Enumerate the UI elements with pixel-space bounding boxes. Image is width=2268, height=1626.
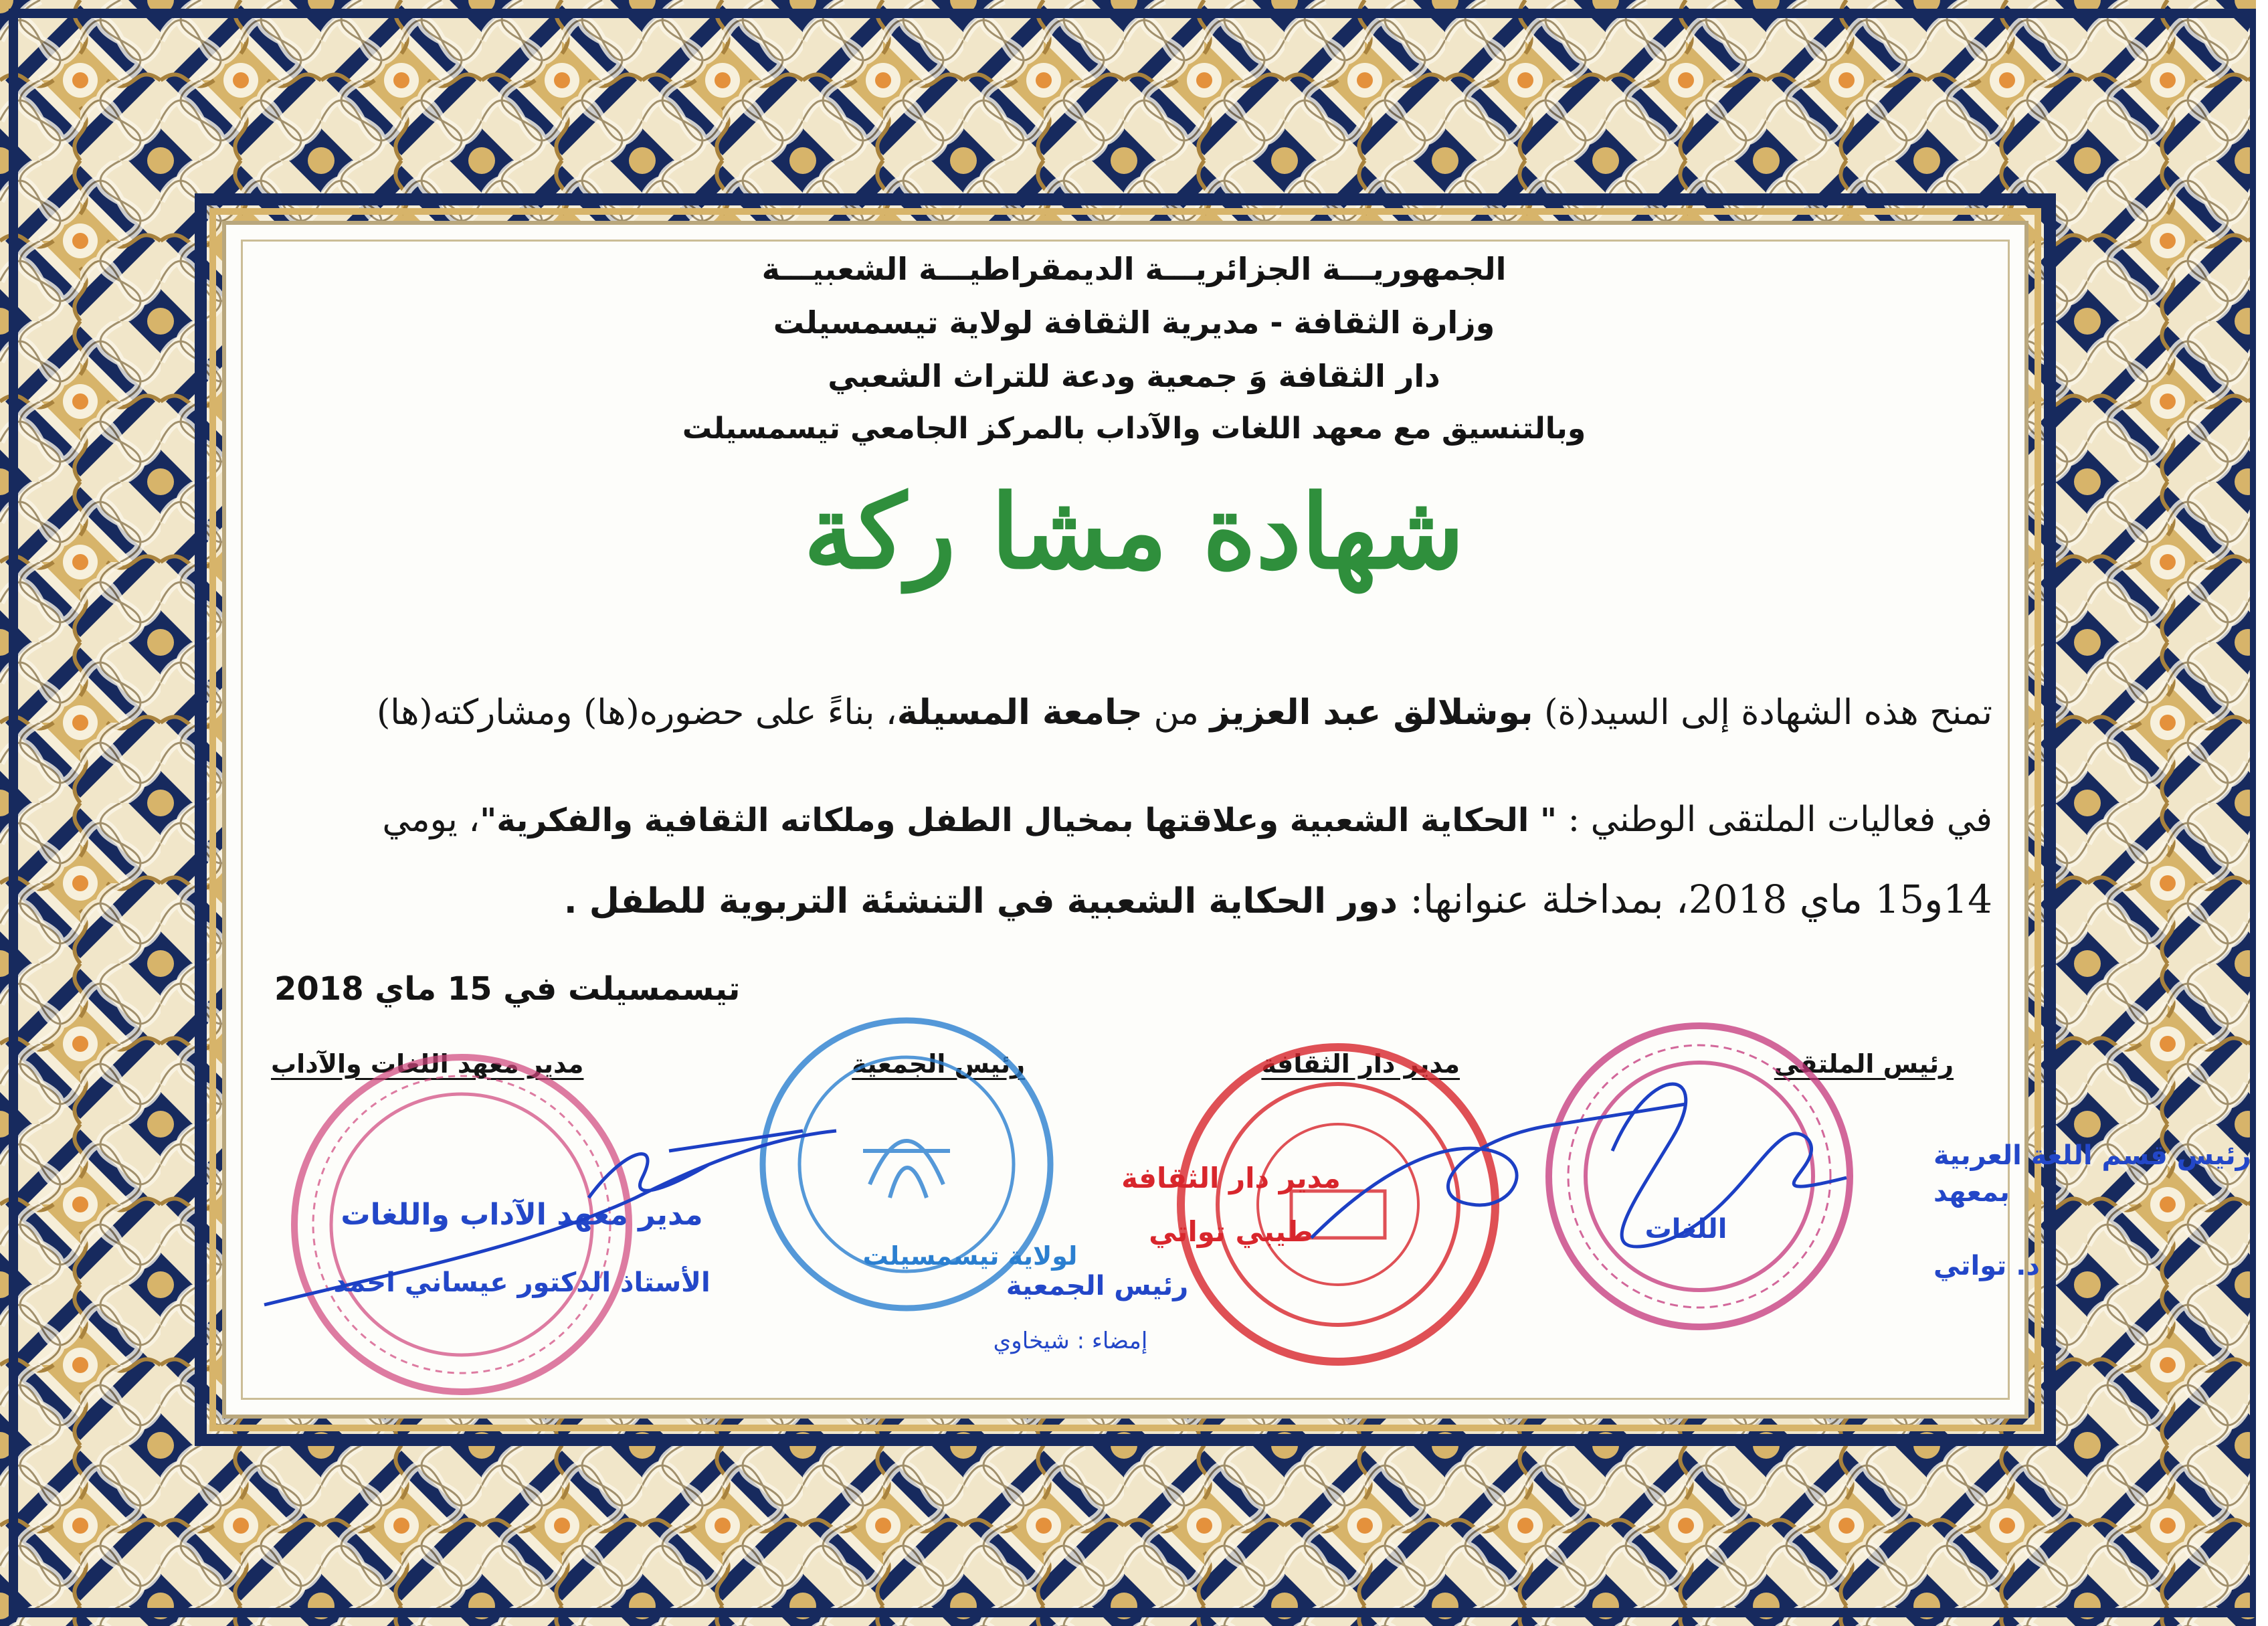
signatory-institute-director: مدير معهد اللغات والآداب	[271, 1049, 584, 1079]
body-line-1-text-b: من	[1153, 693, 1199, 733]
culture-stamp-line-2: طيبي تواتي	[1149, 1215, 1313, 1248]
body-line-1-text-a: تمنح هذه الشهادة إلى السيد(ة)	[1544, 693, 1992, 733]
header-coordination: وبالتنسيق مع معهد اللغات والآداب بالمركز الجامعي تيسمسيلت	[682, 412, 1586, 446]
talk-title: دور الحكاية الشعبية في التنشئة التربوية للطفل .	[563, 881, 1398, 921]
recipient-university: جامعة المسيلة	[896, 693, 1143, 733]
body-line-3-text-a: 14و15 ماي 2018، بمداخلة عنوانها:	[1410, 877, 1992, 922]
body-line-3	[564, 877, 1992, 922]
signatory-forum-president: رئيس الملتقى	[1774, 1049, 1954, 1079]
body-line-2	[382, 800, 1992, 840]
culture-stamp-line-1: مدير دار الثقافة	[1121, 1162, 1341, 1194]
signatory-association-president: رئيس الجمعية	[852, 1049, 1025, 1079]
header-ministry: وزارة الثقافة - مديرية الثقافة لولاية تيسمسيلت	[773, 304, 1495, 341]
body-line-1-text-c: ، بناءً على حضوره(ها) ومشاركته(ها)	[376, 693, 897, 733]
signatory-culture-house-director: مدير دار الثقافة	[1261, 1049, 1460, 1079]
association-stamp-line-3: إمضاء : شيخاوي	[993, 1328, 1148, 1354]
place-date: تيسمسيلت في 15 ماي 2018	[274, 970, 741, 1008]
scan-edge	[2256, 0, 2268, 1626]
forum-stamp-line-3: اللغات	[1644, 1214, 1727, 1245]
event-title: " الحكاية الشعبية وعلاقتها بمخيال الطفل وملكاته الثقافية والفكرية"	[480, 802, 1557, 839]
forum-stamp-line-1: رئيس قسم اللغة العربية	[1933, 1140, 2251, 1171]
institute-stamp-line-2: الأستاذ الدكتور عيساني احمد	[333, 1267, 711, 1298]
association-stamp-line-2: رئيس الجمعية	[1006, 1271, 1189, 1301]
institute-stamp-line-1: مدير معهد الآداب واللغات	[341, 1198, 703, 1232]
body-line-2-text-b: ، يومي	[382, 800, 480, 840]
certificate-title: شهادة مشا ركة	[804, 472, 1464, 592]
forum-stamp-line-4: د. تواتي	[1933, 1251, 2040, 1281]
recipient-name: بوشلالق عبد العزيز	[1210, 693, 1533, 733]
body-line-2-text-a: في فعاليات الملتقى الوطني :	[1568, 800, 1992, 840]
body-line-1	[377, 693, 1992, 733]
forum-stamp-line-2: بمعهد	[1933, 1177, 2010, 1208]
header-culture-house: دار الثقافة وَ جمعية ودعة للتراث الشعبي	[828, 358, 1440, 394]
header-republic: الجمهوريـــة الجزائريـــة الديمقراطيـــة الشعبيـــة	[761, 251, 1507, 287]
association-stamp-line-1: لولاية تيسمسيلت	[862, 1241, 1078, 1271]
